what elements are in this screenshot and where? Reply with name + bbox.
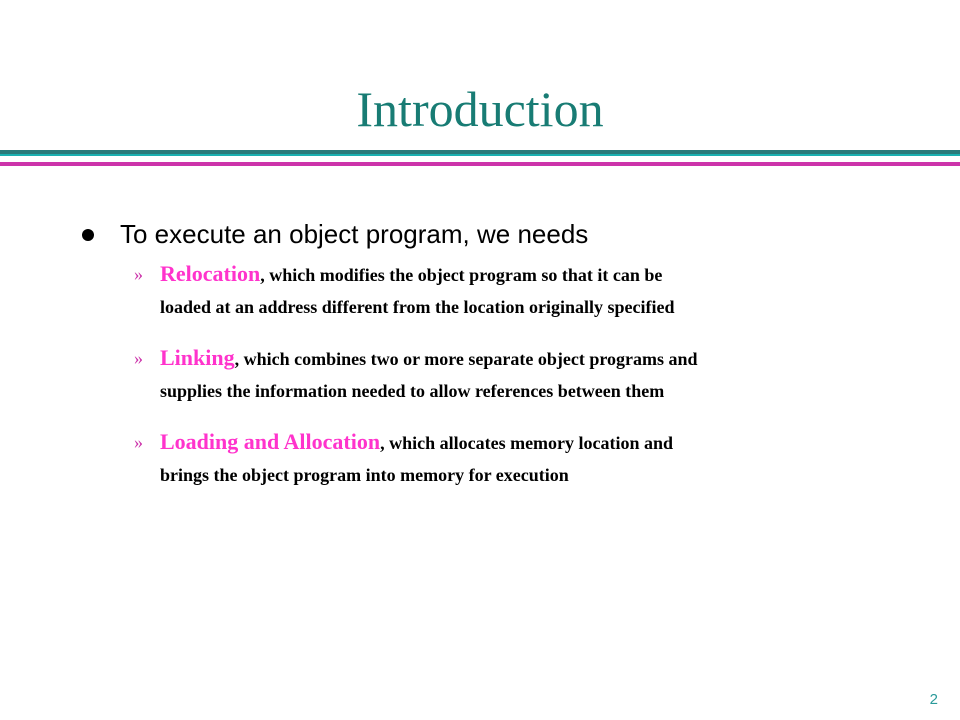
slide-title: Introduction [356,81,604,137]
relocation-line-1: , which modifies the object program so that it can be [260,265,663,285]
sub-bullet-list [134,258,894,510]
loading-line-2: brings the object program into memory for execution [160,465,569,485]
sub-item-relocation [134,258,894,323]
term-loading-allocation: Loading and Allocation [160,429,381,454]
page-number: 2 [929,691,938,708]
term-relocation: Relocation [160,261,261,286]
term-linking: Linking [160,345,235,370]
linking-line-2: supplies the information needed to allow references between them [160,381,665,401]
sub-marker-icon: » [134,264,143,284]
bullet-dot-icon [82,229,94,241]
sub-marker-icon: » [134,432,143,452]
sub-marker-icon: » [134,348,143,368]
sub-item-linking [134,342,894,407]
title-rule-magenta [0,162,960,166]
main-bullet-text: To execute an object program, we needs [120,219,589,249]
relocation-line-2: loaded at an address different from the location originally specified [160,297,675,317]
title-rule-cyan [0,154,960,156]
linking-line-1: , which combines two or more separate object programs and [234,349,698,369]
sub-item-loading [134,426,894,491]
loading-line-1: , which allocates memory location and [380,433,674,453]
